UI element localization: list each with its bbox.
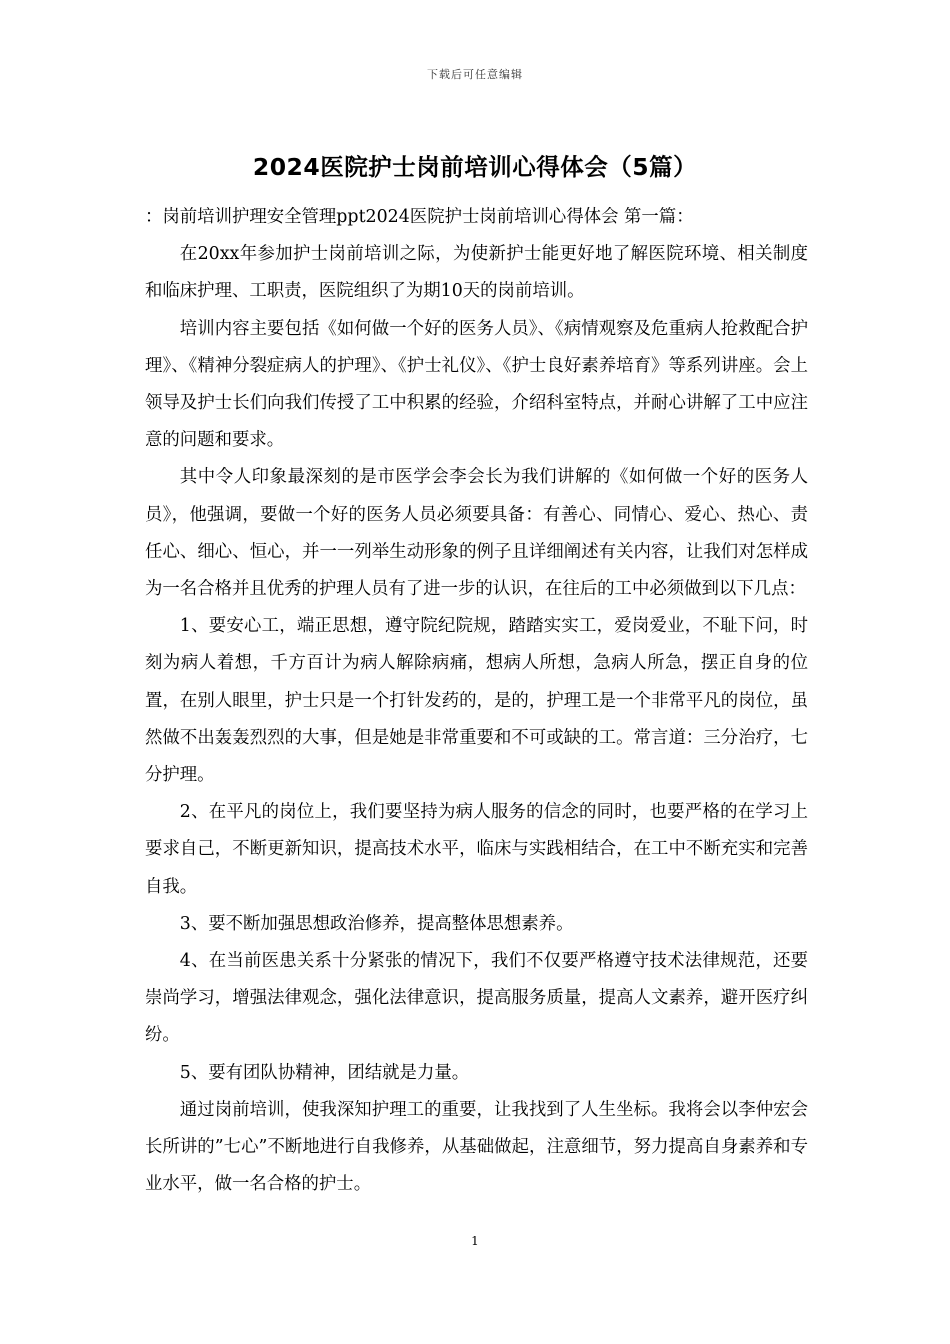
paragraph: 通过岗前培训，使我深知护理工的重要，让我找到了人生坐标。我将会以李仲宏会长所讲的”七心”不断地进行自我修养，从基础做起，注意细节，努力提高自身素养和专业水平，做一名合格的护士。	[145, 1099, 808, 1195]
document-title: 2024医院护士岗前培训心得体会（5篇）	[252, 153, 698, 181]
list-item: 2、在平凡的岗位上，我们要坚持为病人服务的信念的同时，也要严格的在学习上要求自己，不断更新知识，提高技术水平，临床与实践相结合，在工中不断充实和完善自我。	[145, 802, 808, 897]
document-body	[145, 199, 808, 1203]
paragraph: 在20xx年参加护士岗前培训之际，为使新护士能更好地了解医院环境、相关制度和临床护理、工职责，医院组织了为期10天的岗前培训。	[145, 244, 808, 302]
page-header-note: 下载后可任意编辑	[427, 68, 523, 81]
paragraph: 培训内容主要包括《如何做一个好的医务人员》、《病情观察及危重病人抢救配合护理》、《精神分裂症病人的护理》、《护士礼仪》、《护士良好素养培育》等系列讲座。会上领导及护士长们向我们传授了工中积累的经验，介绍科室特点，并耐心讲解了工中应注意的问题和要求。	[145, 318, 808, 451]
page-number: 1	[471, 1234, 479, 1248]
paragraph: 其中令人印象最深刻的是市医学会李会长为我们讲解的《如何做一个好的医务人员》，他强调，要做一个好的医务人员必须要具备：有善心、同情心、爱心、热心、责任心、细心、恒心，并一一列举生动形象的例子且详细阐述有关内容，让我们对怎样成为一名合格并且优秀的护理人员有了进一步的认识，在往后的工中必须做到以下几点：	[145, 467, 808, 600]
list-item: 5、要有团队协精神，团结就是力量。	[179, 1062, 470, 1083]
list-item: 1、要安心工，端正思想，遵守院纪院规，踏踏实实工，爱岗爱业，不耻下问，时刻为病人着想，千方百计为病人解除病痛，想病人所想，急病人所急，摆正自身的位置，在别人眼里，护士只是一个打针发药的，是的，护理工是一个非常平凡的岗位，虽然做不出轰轰烈烈的大事，但是她是非常重要和不可或缺的工。常言道：三分治疗，七分护理。	[145, 616, 808, 786]
list-item: 4、在当前医患关系十分紧张的情况下，我们不仅要严格遵守技术法律规范，还要崇尚学习，增强法律观念，强化法律意识，提高服务质量，提高人文素养，避开医疗纠纷。	[145, 951, 808, 1046]
list-item: 3、要不断加强思想政治修养，提高整体思想素养。	[179, 913, 574, 934]
intro-line: ：岗前培训护理安全管理ppt2024医院护士岗前培训心得体会 第一篇：	[145, 207, 694, 227]
